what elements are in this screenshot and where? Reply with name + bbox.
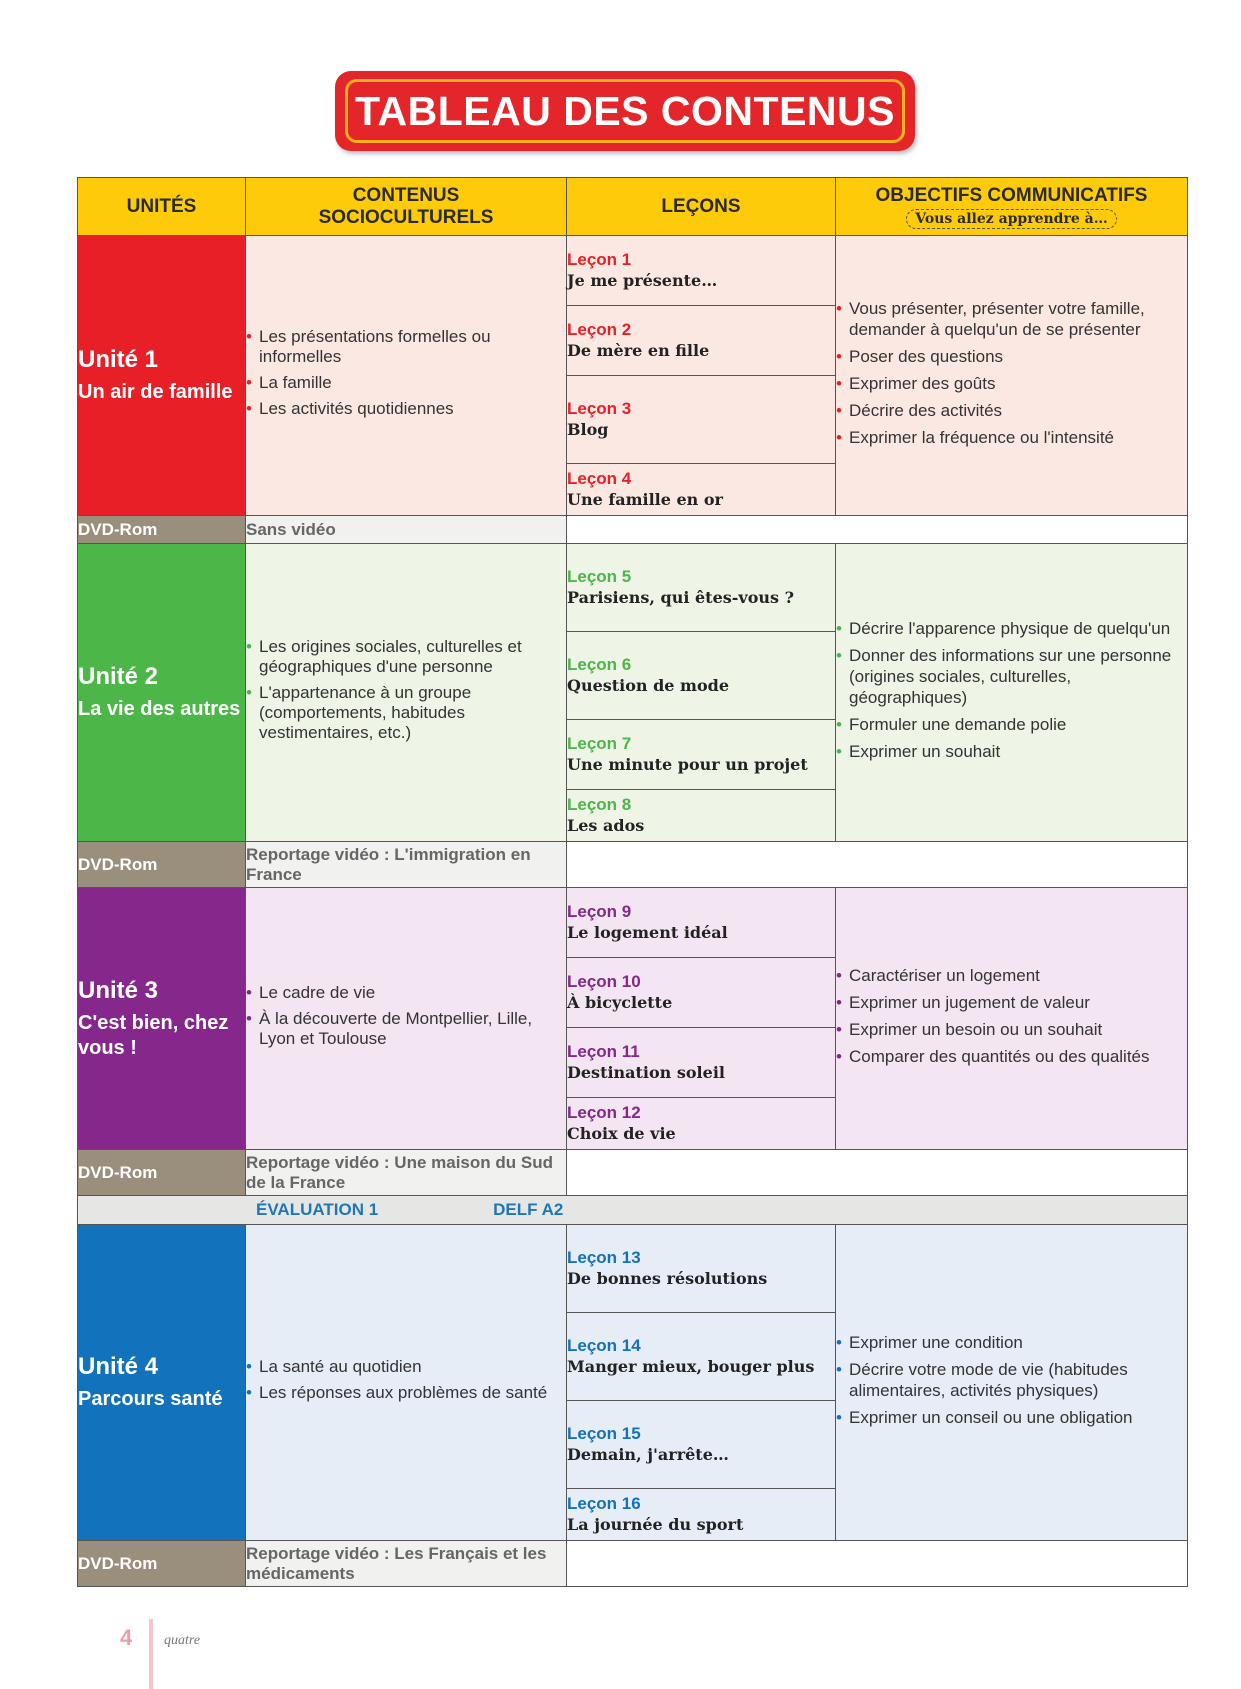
lesson-number: Leçon 9 [567,902,632,921]
lesson-title: Une famille en or [567,490,723,509]
table-body [78,236,1188,1587]
objectifs-item: • Caractériser un logement [836,965,1187,986]
dvd-text: Reportage vidéo : Une maison du Sud de la France [246,1150,567,1196]
lesson-cell [567,1028,836,1098]
objectifs-item: • Comparer des quantités ou des qualités [836,1046,1187,1067]
lesson-cell [567,306,836,376]
objectifs-item: • Décrire des activités [836,400,1187,421]
objectifs-item: • Vous présenter, présenter votre famille, demander à quelqu'un de se présenter [836,298,1187,340]
unit-cell [78,1225,246,1541]
delf-label: DELF A2 [493,1200,564,1219]
contenus-item: • À la découverte de Montpellier, Lille, Lyon et Toulouse [246,1009,566,1049]
objectifs-item: • Exprimer un conseil ou une obligation [836,1407,1187,1428]
contenus-cell [246,1225,567,1541]
lesson-title: Parisiens, qui êtes-vous ? [567,588,794,607]
objectifs-item: • Exprimer un besoin ou un souhait [836,1019,1187,1040]
lesson-title: La journée du sport [567,1515,744,1534]
lesson-title: Destination soleil [567,1063,725,1082]
lesson-number: Leçon 6 [567,655,632,674]
evaluation-label: ÉVALUATION 1 [256,1200,379,1219]
header-objectifs-label: OBJECTIFS COMMUNICATIFS [875,184,1148,206]
dvd-text: Sans vidéo [246,516,567,544]
lesson-cell [567,1313,836,1401]
header-objectifs [836,178,1188,236]
lesson-number: Leçon 5 [567,567,632,586]
lesson-number: Leçon 11 [567,1042,640,1061]
objectifs-cell [836,544,1188,842]
header-row [78,178,1188,236]
lesson-cell [567,236,836,306]
objectifs-item: • Poser des questions [836,346,1187,367]
objectifs-item: • Exprimer une condition [836,1332,1187,1353]
lesson-title: De mère en fille [567,341,710,360]
contenus-cell [246,888,567,1150]
lesson-cell [567,1401,836,1489]
objectifs-item: • Décrire l'apparence physique de quelqu'un [836,618,1187,639]
page-number: 4 [120,1625,133,1650]
lesson-cell [567,464,836,516]
unit-cell [78,544,246,842]
lesson-number: Leçon 12 [567,1103,641,1122]
title-banner [335,71,915,151]
contenus-item: • Les activités quotidiennes [246,399,566,419]
contenus-cell [246,544,567,842]
dvd-blank [567,516,1188,544]
objectifs-item: • Décrire votre mode de vie (habitudes alimentaires, activités physiques) [836,1359,1187,1401]
dvd-blank [567,1150,1188,1196]
lesson-title: De bonnes résolutions [567,1269,768,1288]
evaluation-row [78,1196,1188,1225]
contenus-item: • Le cadre de vie [246,983,566,1003]
page-word: quatre [164,1633,201,1648]
unit-number: Unité 2 [78,663,159,690]
objectifs-list [836,1332,1187,1428]
header-lecons: LEÇONS [567,178,836,236]
dvd-blank [567,1541,1188,1587]
objectifs-item: • Exprimer des goûts [836,373,1187,394]
lesson-cell [567,1225,836,1313]
title-border [345,79,905,143]
lesson-number: Leçon 7 [567,734,632,753]
lesson-row [78,236,1188,306]
lesson-number: Leçon 15 [567,1424,641,1443]
lesson-number: Leçon 4 [567,469,632,488]
objectifs-item: • Formuler une demande polie [836,714,1187,735]
dvd-row [78,1150,1188,1196]
footer-bar [149,1619,153,1689]
unit-number: Unité 4 [78,1353,159,1380]
objectifs-list [836,618,1187,762]
lesson-number: Leçon 1 [567,250,632,269]
objectifs-item: • Donner des informations sur une personne (origines sociales, culturelles, géographiques) [836,645,1187,708]
contenus-item: • Les présentations formelles ou informelles [246,327,566,367]
objectifs-item: • Exprimer un souhait [836,741,1187,762]
objectifs-cell [836,236,1188,516]
dvd-label: DVD-Rom [78,1541,246,1587]
lesson-cell [567,544,836,632]
dvd-row [78,516,1188,544]
contenus-item: • La santé au quotidien [246,1357,566,1377]
evaluation-cell [78,1196,1188,1225]
lesson-title: Demain, j'arrête… [567,1445,729,1464]
unit-cell [78,236,246,516]
dvd-label: DVD-Rom [78,516,246,544]
contenus-item: • Les origines sociales, culturelles et géographiques d'une personne [246,637,566,677]
lesson-cell [567,376,836,464]
dvd-label: DVD-Rom [78,1150,246,1196]
lesson-number: Leçon 14 [567,1336,641,1355]
lesson-title: Le logement idéal [567,923,728,942]
dvd-text: Reportage vidéo : Les Français et les médicaments [246,1541,567,1587]
objectifs-item: • Exprimer la fréquence ou l'intensité [836,427,1187,448]
lesson-title: Manger mieux, bouger plus [567,1357,815,1376]
lesson-cell [567,720,836,790]
lesson-title: Blog [567,420,609,439]
dvd-row [78,1541,1188,1587]
lesson-cell [567,958,836,1028]
contenus-item: • La famille [246,373,566,393]
lesson-title: À bicyclette [567,993,673,1012]
contenus-item: • Les réponses aux problèmes de santé [246,1383,566,1403]
header-unites: UNITÉS [78,178,246,236]
unit-number: Unité 3 [78,976,159,1004]
lesson-title: Je me présente… [567,271,718,290]
lesson-cell [567,1098,836,1150]
unit-name: Un air de famille [78,381,233,403]
page-title: TABLEAU DES CONTENUS [355,87,895,134]
unit-name: C'est bien, chez vous ! [78,1011,229,1059]
lesson-row [78,1225,1188,1313]
lesson-number: Leçon 10 [567,972,641,991]
lesson-row [78,544,1188,632]
objectifs-cell [836,888,1188,1150]
lesson-number: Leçon 8 [567,795,632,814]
contenus-cell [246,236,567,516]
dvd-label: DVD-Rom [78,842,246,888]
unit-name: Parcours santé [78,1388,223,1410]
lesson-number: Leçon 13 [567,1248,641,1267]
unit-name: La vie des autres [78,698,241,720]
lesson-cell [567,888,836,958]
lesson-title: Une minute pour un projet [567,755,808,774]
unit-cell [78,888,246,1150]
lesson-row [78,888,1188,958]
lesson-cell [567,790,836,842]
header-contenus-label: CONTENUS SOCIOCULTURELS [318,184,494,228]
objectifs-item: • Exprimer un jugement de valeur [836,992,1187,1013]
contenus-list [246,983,566,1049]
header-objectifs-sub: Vous allez apprendre à… [906,209,1116,229]
lesson-title: Les ados [567,816,645,835]
contents-table [77,177,1188,1587]
objectifs-list [836,965,1187,1067]
objectifs-list [836,298,1187,448]
dvd-blank [567,842,1188,888]
lesson-cell [567,1489,836,1541]
dvd-row [78,842,1188,888]
contenus-list [246,327,566,419]
dvd-text: Reportage vidéo : L'immigration en France [246,842,567,888]
contenus-item: • L'appartenance à un groupe (comportements, habitudes vestimentaires, etc.) [246,683,566,743]
lesson-title: Choix de vie [567,1124,676,1143]
header-contenus [246,178,567,236]
lesson-title: Question de mode [567,676,730,695]
lesson-number: Leçon 2 [567,320,632,339]
objectifs-cell [836,1225,1188,1541]
lesson-number: Leçon 16 [567,1494,641,1513]
contenus-list [246,637,566,743]
lesson-cell [567,632,836,720]
contenus-list [246,1357,566,1403]
lesson-number: Leçon 3 [567,399,632,418]
unit-number: Unité 1 [78,346,159,373]
